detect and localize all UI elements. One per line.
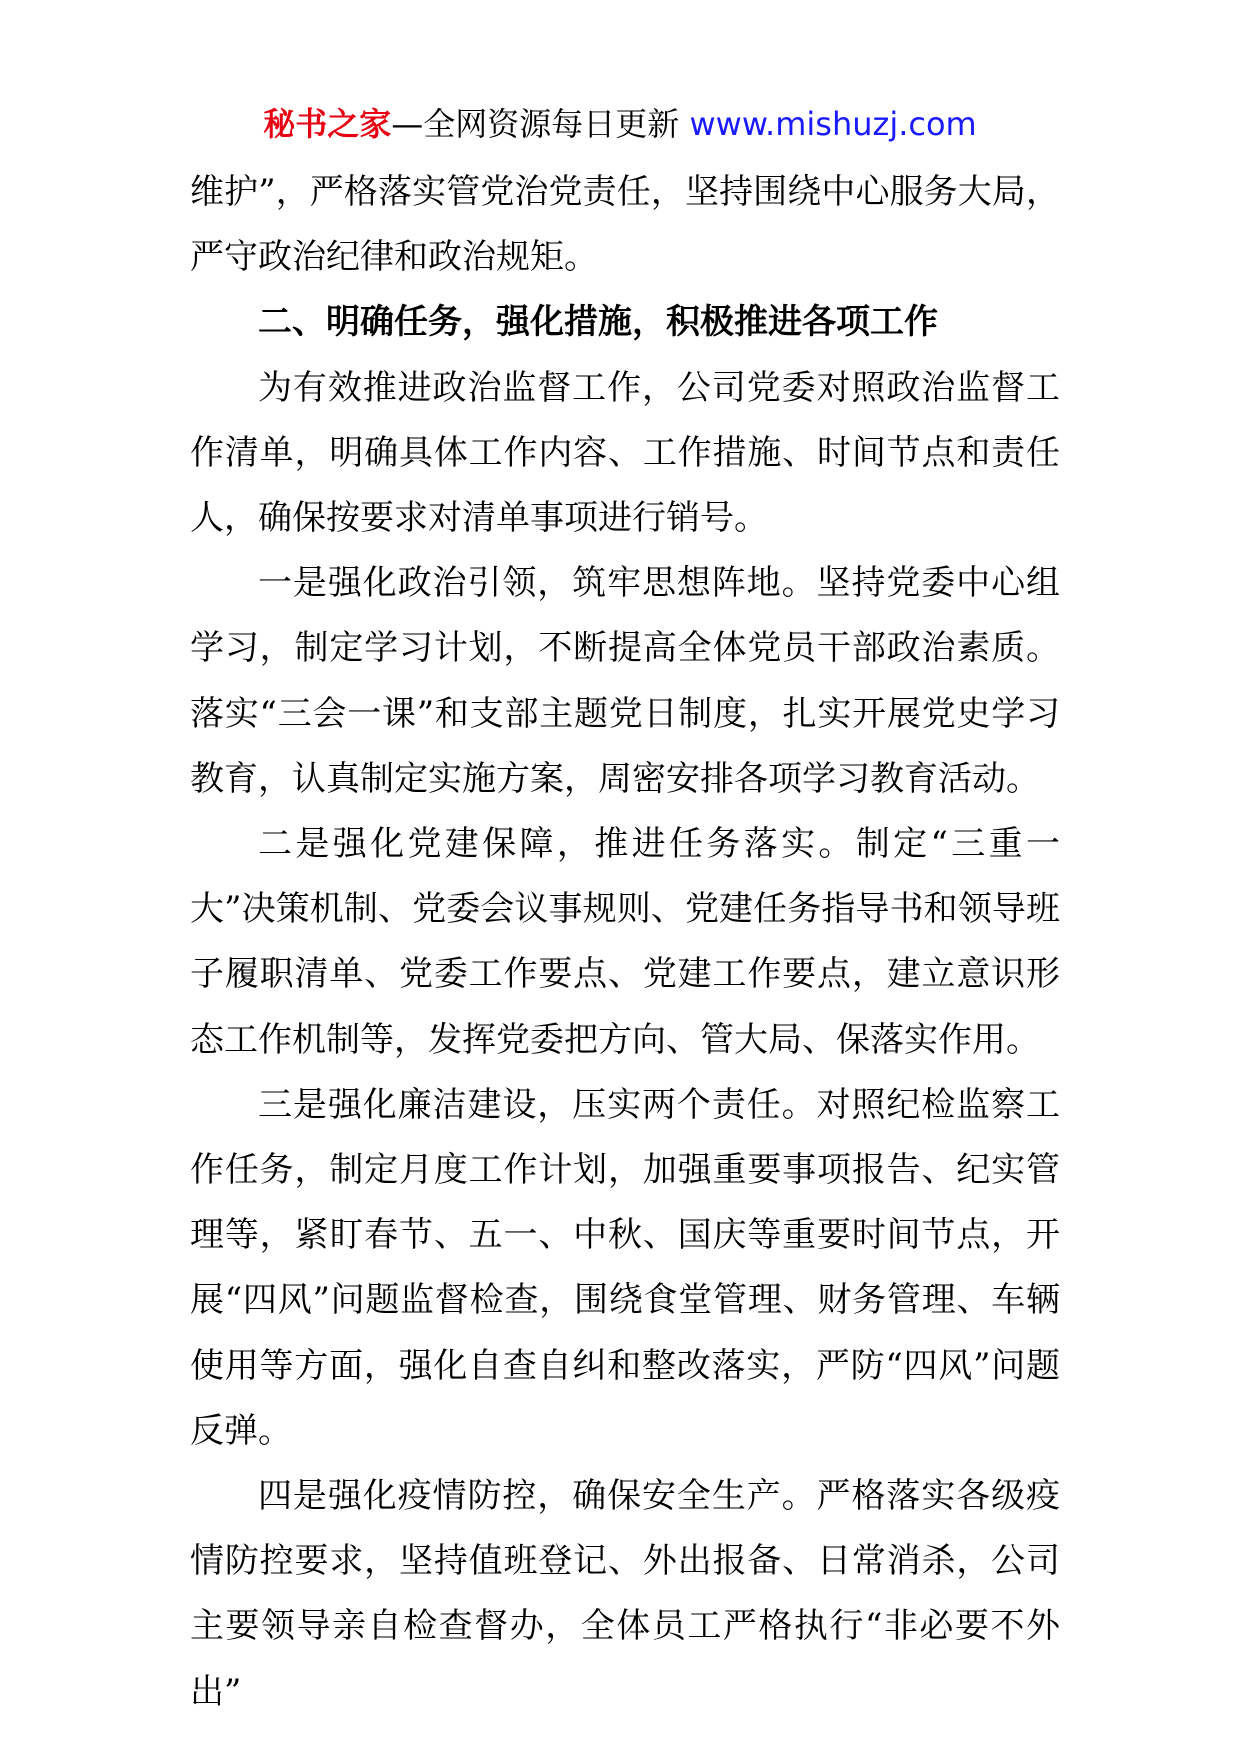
paragraph-item-3: 三是强化廉洁建设，压实两个责任。对照纪检监察工作任务，制定月度工作计划，加强重要事项报告、纪实管理等，紧盯春节、五一、中秋、国庆等重要时间节点，开展“四风”问题监督检查，围绕食堂管理、财务管理、车辆使用等方面，强化自查自纠和整改落实，严防“四风”问题反弹。 xyxy=(190,1084,1060,1451)
paragraph-continuation: 维护”，严格落实管党治党责任，坚持围绕中心服务大局，严守政治纪律和政治规矩。 xyxy=(190,172,1060,278)
header-brand: 秘书之家 xyxy=(263,105,392,143)
header-tagline: —全网资源每日更新 xyxy=(391,105,690,143)
paragraph-item-1: 一是强化政治引领，筑牢思想阵地。坚持党委中心组学习，制定学习计划，不断提高全体党员干部政治素质。落实“三会一课”和支部主题党日制度，扎实开展党史学习教育，认真制定实施方案，周密安排各项学习教育活动。 xyxy=(190,563,1060,799)
section-heading: 二、明确任务，强化措施，积极推进各项工作 xyxy=(258,302,938,343)
header-url[interactable]: www.mishuzj.com xyxy=(689,105,977,143)
page-header xyxy=(0,98,1240,150)
paragraph-item-4: 四是强化疫情防控，确保安全生产。严格落实各级疫情防控要求，坚持值班登记、外出报备、日常消杀，公司主要领导亲自检查督办，全体员工严格执行“非必要不外出” xyxy=(190,1476,1060,1712)
document-body xyxy=(190,160,1060,1725)
paragraph-intro: 为有效推进政治监督工作，公司党委对照政治监督工作清单，明确具体工作内容、工作措施、时间节点和责任人，确保按要求对清单事项进行销号。 xyxy=(190,367,1060,539)
paragraph-item-2: 二是强化党建保障，推进任务落实。制定“三重一大”决策机制、党委会议事规则、党建任务指导书和领导班子履职清单、党委工作要点、党建工作要点，建立意识形态工作机制等，发挥党委把方向、管大局、保落实作用。 xyxy=(190,824,1060,1060)
